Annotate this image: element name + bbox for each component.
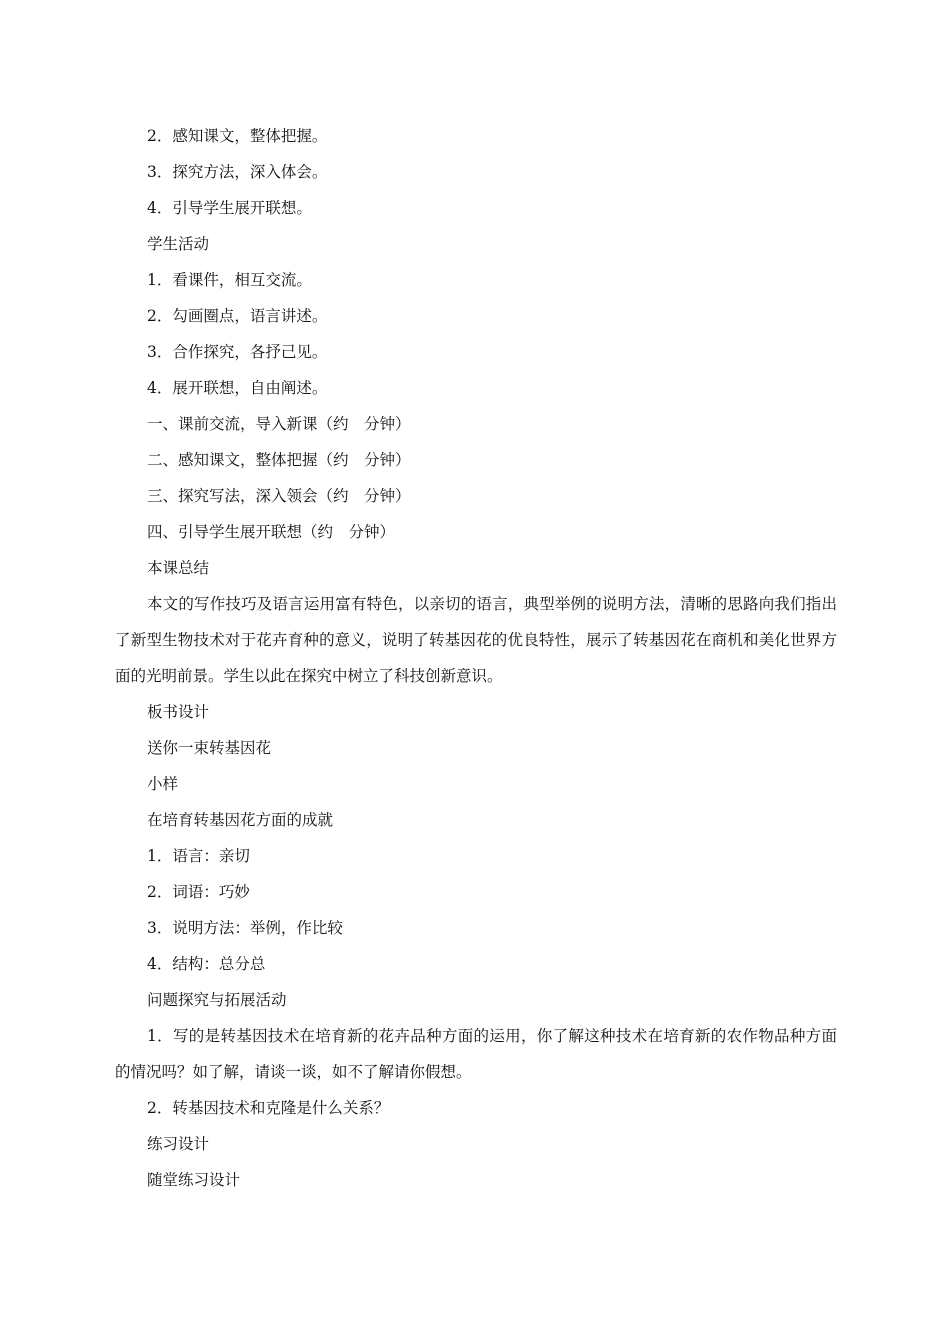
exercise-design-heading: 练习设计: [147, 1135, 210, 1153]
board-subtitle-line: 在培育转基因花方面的成就: [147, 811, 334, 829]
activity-4-line: 4．展开联想，自由阐述。: [147, 379, 328, 397]
board-point-4: 4．结构：总分总: [147, 955, 266, 973]
activity-3-line: 3．合作探究，各抒己见。: [147, 343, 328, 361]
lesson-summary-heading: 本课总结: [147, 559, 210, 577]
inquiry-heading: 问题探究与拓展活动: [147, 991, 287, 1009]
step-4-line: 4．引导学生展开联想。: [147, 199, 312, 217]
section-3-line: 三、探究写法，深入领会（约 分钟）: [147, 487, 411, 505]
board-point-3: 3．说明方法：举例，作比较: [147, 919, 343, 937]
activity-2-line: 2．勾画圈点，语言讲述。: [147, 307, 328, 325]
step-3-line: 3．探究方法，深入体会。: [147, 163, 328, 181]
board-point-2: 2．词语：巧妙: [147, 883, 250, 901]
student-activity-heading: 学生活动: [147, 235, 210, 253]
section-2-line: 二、感知课文，整体把握（约 分钟）: [147, 451, 411, 469]
section-4-line: 四、引导学生展开联想（约 分钟）: [147, 523, 396, 541]
board-point-1: 1．语言：亲切: [147, 847, 250, 865]
board-author-line: 小样: [147, 775, 179, 793]
summary-paragraph: 本文的写作技巧及语言运用富有特色，以亲切的语言，典型举例的说明方法，清晰的思路向我们指出了新型生物技术对于花卉育种的意义，说明了转基因花的优良特性，展示了转基因花在商机和美化世界方面的光明前景。学生以此在探究中树立了科技创新意识。: [115, 595, 837, 685]
question-2-line: 2．转基因技术和克隆是什么关系？: [147, 1099, 390, 1117]
document-body: [115, 118, 837, 1198]
step-2-line: 2．感知课文，整体把握。: [147, 127, 328, 145]
activity-1-line: 1．看课件，相互交流。: [147, 271, 312, 289]
board-design-heading: 板书设计: [147, 703, 210, 721]
classroom-exercise-heading: 随堂练习设计: [147, 1171, 241, 1189]
board-title-line: 送你一束转基因花: [147, 739, 272, 757]
section-1-line: 一、课前交流，导入新课（约 分钟）: [147, 415, 411, 433]
question-1-paragraph: 1．写的是转基因技术在培育新的花卉品种方面的运用，你了解这种技术在培育新的农作物品种方面的情况吗？如了解，请谈一谈，如不了解请你假想。: [115, 1027, 837, 1081]
